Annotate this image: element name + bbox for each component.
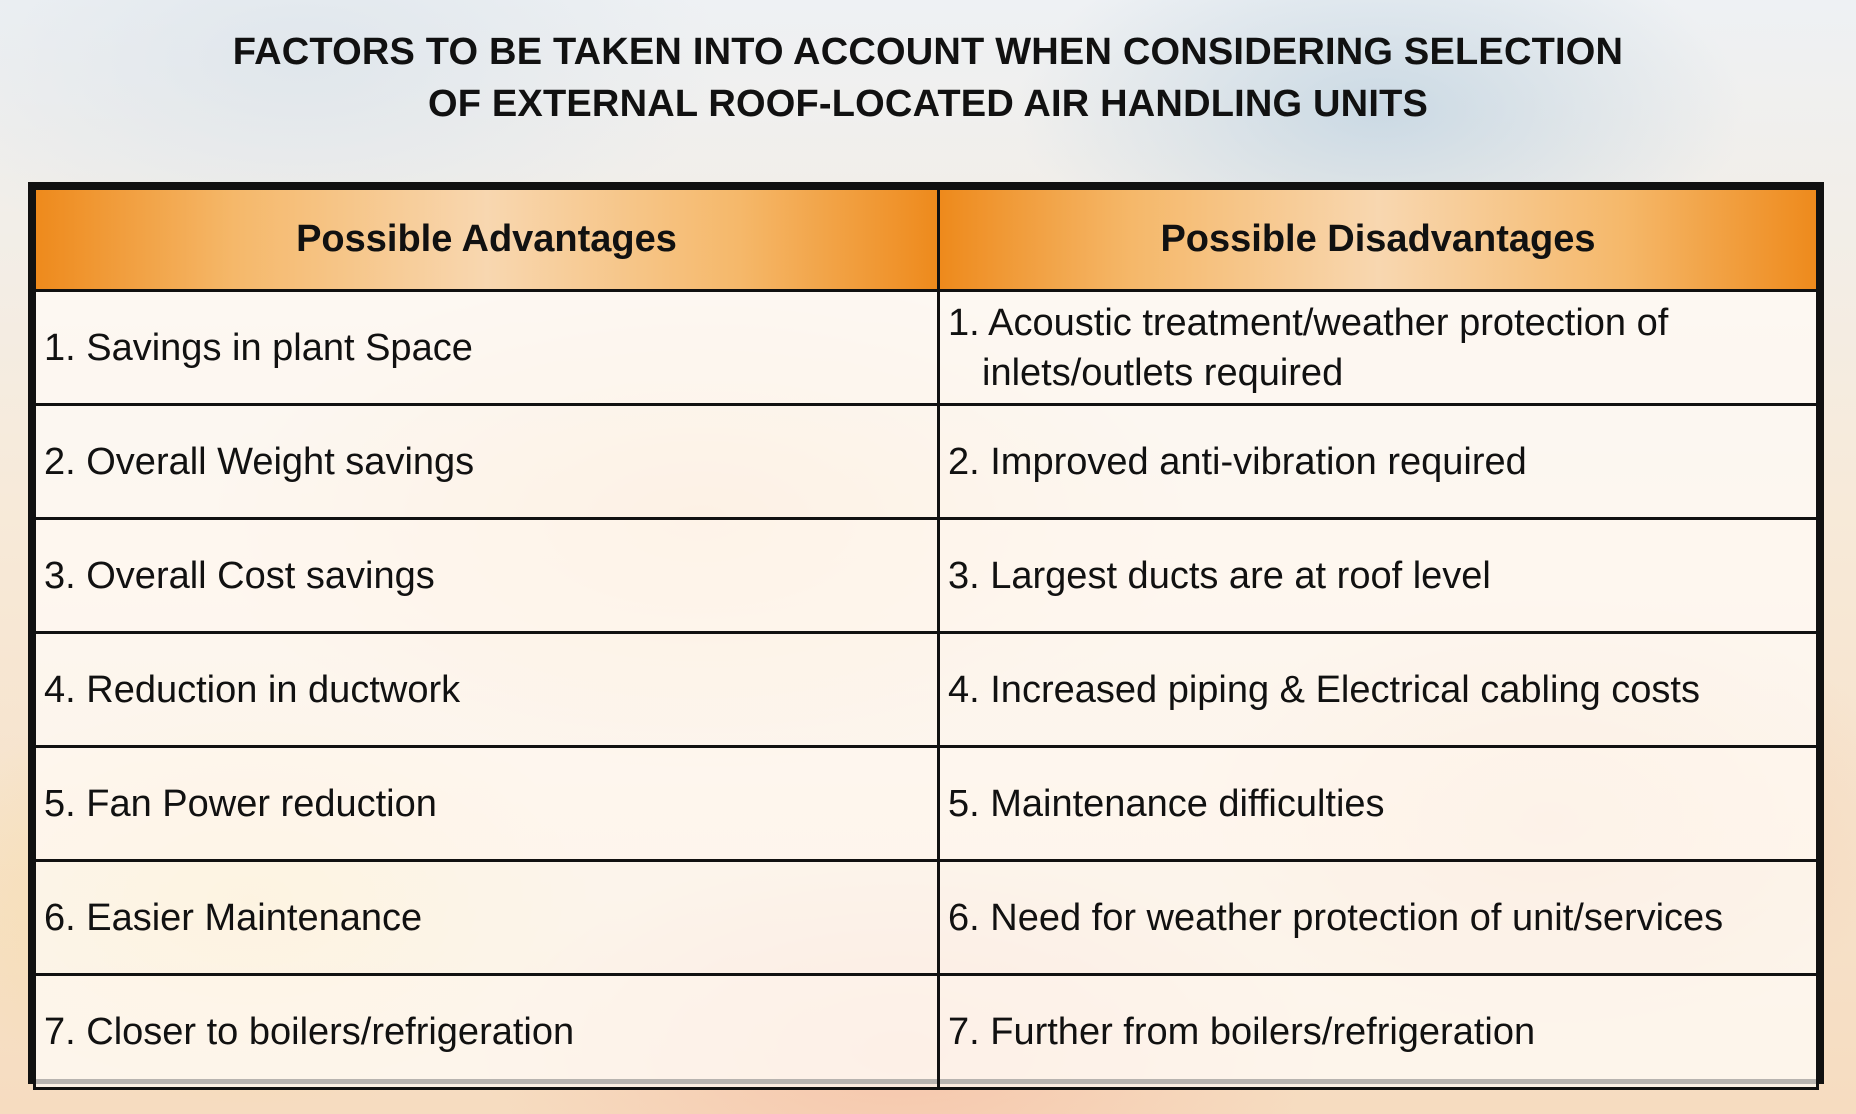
disadvantage-cell: 7. Further from boilers/refrigeration (939, 975, 1818, 1089)
disadvantage-line-1: 1. Acoustic treatment/weather protection of (948, 301, 1669, 344)
advantage-cell: 5. Fan Power reduction (35, 747, 939, 861)
advantage-cell: 1. Savings in plant Space (35, 291, 939, 405)
page-title (0, 26, 1856, 130)
title-line-1: FACTORS TO BE TAKEN INTO ACCOUNT WHEN CONSIDERING SELECTION (232, 31, 1624, 73)
table-row (35, 747, 1818, 861)
table-row (35, 861, 1818, 975)
table-row (35, 405, 1818, 519)
disadvantage-cell (939, 291, 1818, 405)
table-row (35, 519, 1818, 633)
advantage-cell: 2. Overall Weight savings (35, 405, 939, 519)
table-row (35, 291, 1818, 405)
header-disadvantages: Possible Disadvantages (939, 189, 1818, 291)
disadvantage-cell: 2. Improved anti-vibration required (939, 405, 1818, 519)
header-advantages: Possible Advantages (35, 189, 939, 291)
advantage-cell: 7. Closer to boilers/refrigeration (35, 975, 939, 1089)
disadvantage-cell: 3. Largest ducts are at roof level (939, 519, 1818, 633)
table-row (35, 633, 1818, 747)
disadvantage-cell: 6. Need for weather protection of unit/services (939, 861, 1818, 975)
advantage-cell: 4. Reduction in ductwork (35, 633, 939, 747)
advantage-cell: 6. Easier Maintenance (35, 861, 939, 975)
disadvantage-cell: 4. Increased piping & Electrical cabling costs (939, 633, 1818, 747)
disadvantage-cell: 5. Maintenance difficulties (939, 747, 1818, 861)
advantage-cell: 3. Overall Cost savings (35, 519, 939, 633)
table-header-row (35, 189, 1818, 291)
table-row (35, 975, 1818, 1089)
comparison-table (28, 182, 1824, 1084)
title-line-2: OF EXTERNAL ROOF-LOCATED AIR HANDLING UNITS (427, 83, 1429, 125)
disadvantage-line-2: inlets/outlets required (982, 351, 1344, 394)
